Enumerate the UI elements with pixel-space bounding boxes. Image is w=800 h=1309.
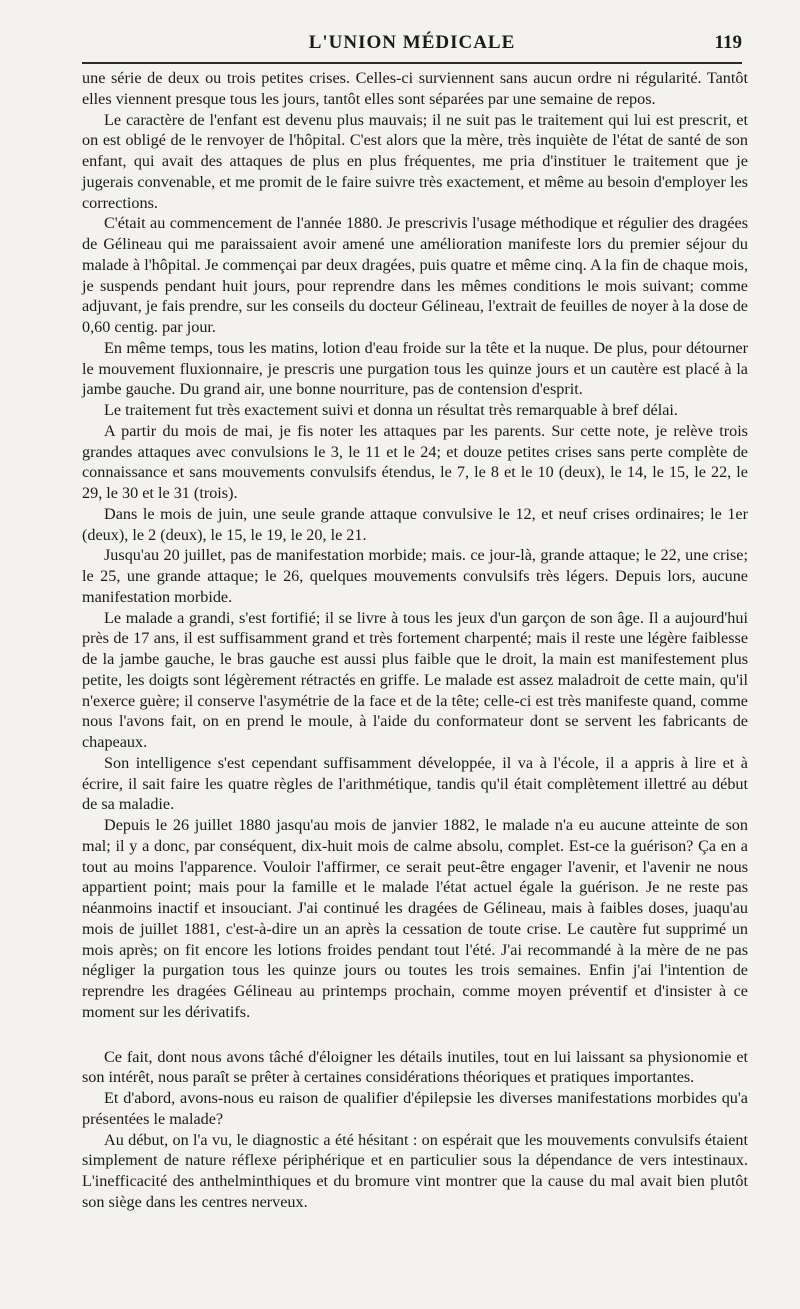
paragraph: Au début, on l'a vu, le diagnostic a été hésitant : on espérait que les mouvements convulsifs étaient simplement de nature réflexe périphérique et en particulier sous la dépendance de vers intestinaux. L'inefficacité des anthelminthiques et du bromure vint montrer que la cause du mal avait bien plutôt son siège dans les centres nerveux.: [82, 1130, 748, 1211]
paragraph: Ce fait, dont nous avons tâché d'éloigner les détails inutiles, tout en lui laissant sa physionomie et son intérêt, nous paraît se prêter à certaines considérations théoriques et pratiques importantes.: [82, 1047, 748, 1087]
paragraph: Dans le mois de juin, une seule grande attaque convulsive le 12, et neuf crises ordinaires; le 1er (deux), le 2 (deux), le 15, le 19, le 20, le 21.: [82, 504, 748, 544]
paragraph: Le malade a grandi, s'est fortifié; il se livre à tous les jeux d'un garçon de son âge. Il a aujourd'hui près de 17 ans, il est suffisamment grand et très fortement charpenté; mais il reste une légère faiblesse de la jambe gauche, le bras gauche est aussi plus faible que le droit, la main est manifestement plus petite, les doigts sont légèrement rétractés en griffe. Le malade est assez maladroit de cette main, qu'il n'exerce guère; il conserve l'asymétrie de la face et de la tête; celle-ci est très manifeste quand, comme nous l'avons fait, on en prend le moule, à l'aide du conformateur dont se servent les fabricants de chapeaux.: [82, 608, 748, 751]
paragraph: Le traitement fut très exactement suivi et donna un résultat très remarquable à bref délai.: [104, 401, 678, 419]
paragraph: Le caractère de l'enfant est devenu plus mauvais; il ne suit pas le traitement qui lui est prescrit, et on est obligé de le renvoyer de l'hôpital. C'est alors que la mère, très inquiète de l'état de santé de son enfant, qui avait des attaques de plus en plus fréquentes, me pria d'instituer le traitement que je jugerais convenable, et me promit de le faire suivre très exactement, et même au besoin d'employer les corrections.: [82, 110, 748, 212]
paragraph: une série de deux ou trois petites crises. Celles-ci surviennent sans aucun ordre ni régularité. Tantôt elles viennent presque tous les jours, tantôt elles sont séparées par une semaine de repos.: [82, 69, 748, 108]
paragraph: Depuis le 26 juillet 1880 jasqu'au mois de janvier 1882, le malade n'a eu aucune atteinte de son mal; il y a donc, par conséquent, dix-huit mois de calme absolu, complet. Est-ce la guérison? Ça en a tout au moins l'apparence. Vouloir l'affirmer, ce serait peut-être engager l'avenir, et l'avenir ne nous appartient point; mais pour la famille et le malade l'état actuel égale la guérison. Je ne reste pas néanmoins inactif et insouciant. J'ai continué les dragées de Gélineau, mais à faibles doses, juaqu'au mois de juillet 1881, c'est-à-dire un an après la cessation de toute crise. Le cautère fut supprimé un mois après; on fit encore les lotions froides pendant tout l'été. J'ai recommandé à la mère de ne pas négliger la purgation tous les quinze jours ou toutes les trois semaines. Enfin j'ai l'intention de reprendre les dragées Gélineau au printemps prochain, comme moyen préventif et d'insister à ce moment sur les dérivatifs.: [82, 816, 748, 1021]
paragraph: A partir du mois de mai, je fis noter les attaques par les parents. Sur cette note, je relève trois grandes attaques avec convulsions le 3, le 11 et le 24; et douze petites crises sans perte complète de connaissance et sans mouvements convulsifs étendus, le 7, le 8 et le 10 (deux), le 14, le 15, le 22, le 29, le 30 et le 31 (trois).: [82, 421, 748, 502]
paragraph: C'était au commencement de l'année 1880. Je prescrivis l'usage méthodique et régulier des dragées de Gélineau qui me paraissaient avoir amené une amélioration manifeste lors du premier séjour du malade à l'hôpital. Je commençai par deux dragées, puis quatre et même cinq. A la fin de chaque mois, je suspends pendant huit jours, pour reprendre dans les mêmes conditions le mois suivant; comme adjuvant, je fais prendre, sur les conseils du docteur Gélineau, l'extrait de feuilles de noyer à la dose de 0,60 centig. par jour.: [82, 214, 748, 336]
paragraph: Jusqu'au 20 juillet, pas de manifestation morbide; mais. ce jour-là, grande attaque; le 22, une crise; le 25, une grande attaque; le 26, quelques mouvements convulsifs très légers. Depuis lors, aucune manifestation morbide.: [82, 546, 748, 606]
page-header: [82, 26, 742, 64]
page-number: 119: [714, 32, 742, 53]
article-body: [82, 68, 748, 1213]
paragraph: Son intelligence s'est cependant suffisamment développée, il va à l'école, il a appris à lire et à écrire, il sait faire les quatre règles de l'arithmétique, tandis qu'il était complètement illettré au début de sa maladie.: [82, 753, 748, 814]
paragraph: Et d'abord, avons-nous eu raison de qualifier d'épilepsie les diverses manifestations morbides qu'a présentées le malade?: [82, 1089, 748, 1128]
running-title: L'UNION MÉDICALE: [308, 32, 516, 53]
paragraph: En même temps, tous les matins, lotion d'eau froide sur la tête et la nuque. De plus, pour détourner le mouvement fluxionnaire, je prescris une purgation tous les quinze jours et un cautère est placé à la jambe gauche. Du grand air, une bonne nourriture, pas de contension d'esprit.: [82, 338, 748, 399]
